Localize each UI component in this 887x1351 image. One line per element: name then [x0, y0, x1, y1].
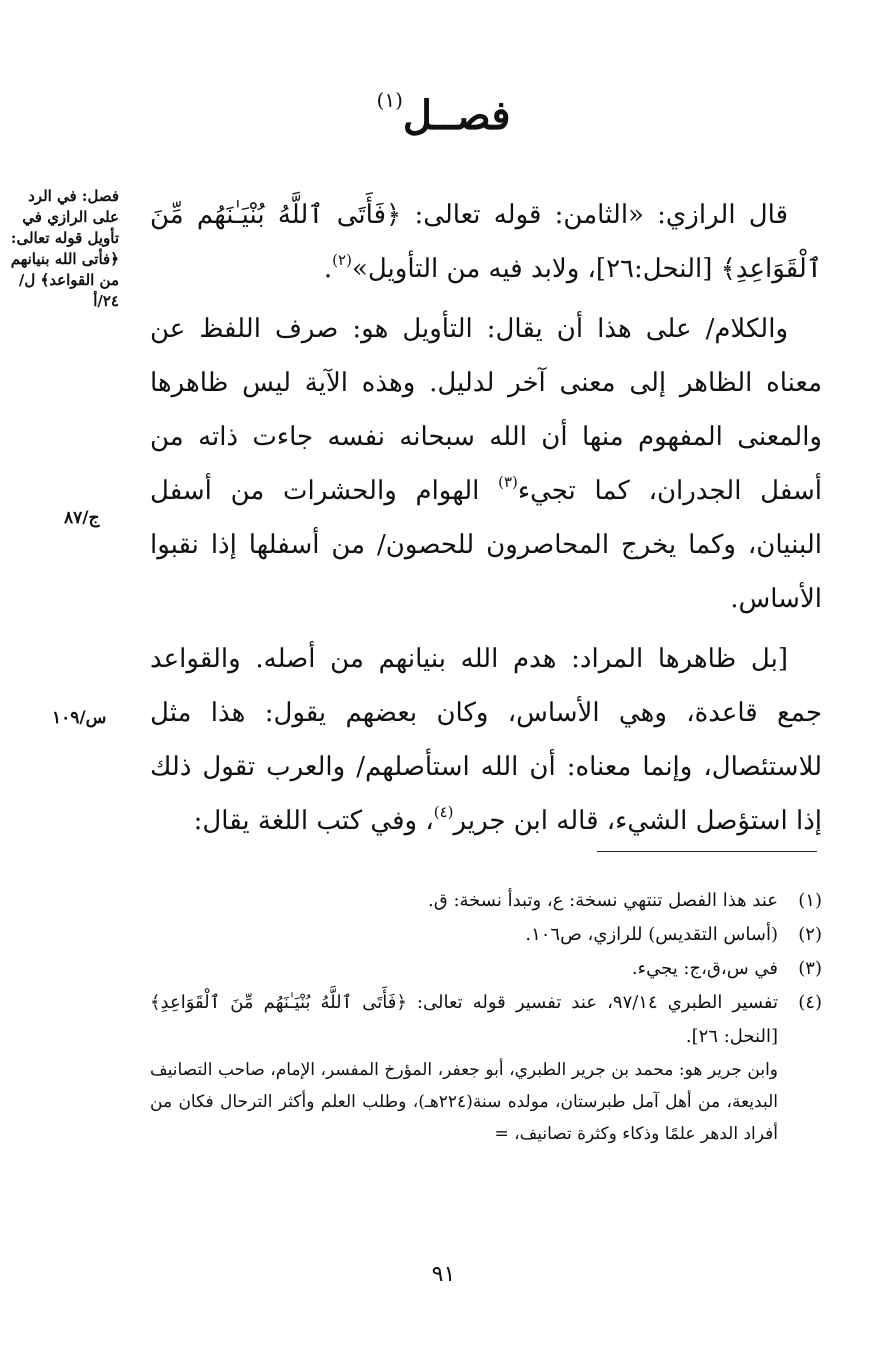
- footnote-separator: [597, 851, 817, 852]
- footnote-marker-3[interactable]: (٣): [498, 473, 518, 491]
- paragraph-2: [150, 302, 822, 626]
- margin-manuscript-ref-sin: س/١٠٩: [52, 708, 107, 728]
- footnote-number: (٢): [798, 924, 822, 945]
- section-heading: [0, 70, 887, 146]
- main-text: [150, 188, 822, 854]
- footnote-continuation: وابن جرير هو: محمد بن جرير الطبري، أبو جعفر، المؤرخ المفسر، الإمام، صاحب التصانيف البديعة، من أهل آمل طبرستان، مولده سنة(٢٢٤هـ)، وطلب العلم وأكثر الترحال فكان من أفراد الدهر علمًا وذكاء وكثرة تصانيف، =: [150, 1060, 778, 1144]
- footnote-number: (٣): [798, 958, 822, 979]
- paragraph-1-end: .: [323, 254, 333, 284]
- footnote-item: [150, 884, 822, 918]
- paragraph-3: [150, 632, 822, 848]
- paragraph-3-text-a: [بل ظاهرها المراد: هدم الله بنيانهم من أصله. والقواعد جمع قاعدة، وهي الأساس، وكان بعضهم يقول: هذا مثل للاستئصال، وإنما معناه: أن الله استأصلهم/ والعرب تقول ذلك إذا استؤصل الشيء، قاله ابن جرير: [150, 644, 822, 836]
- footnote-text: تفسير الطبري ٩٧/١٤، عند تفسير قوله تعالى: ﴿فَأَتَى ٱللَّهُ بُنْيَـٰنَهُم مِّنَ ٱلْقَوَاعِدِ﴾ [النحل: ٢٦].: [150, 992, 779, 1047]
- footnote-number: (٤): [798, 992, 822, 1013]
- page-number: ٩١: [431, 1262, 456, 1287]
- footnote-item: [150, 952, 822, 986]
- footnote-marker-4[interactable]: (٤): [433, 803, 454, 821]
- footnote-text: عند هذا الفصل تنتهي نسخة: ع، وتبدأ نسخة: ق.: [428, 890, 778, 911]
- section-title: فصــل: [402, 92, 511, 139]
- margin-section-title: فصل: في الرد على الرازي في تأويل قوله تعالى: ﴿فأتى الله بنيانهم من القواعد﴾ ل/٢٤/أ: [10, 187, 119, 310]
- heading-footnote-marker[interactable]: (١): [376, 88, 403, 112]
- footnote-item: [150, 986, 822, 1054]
- footnotes: [150, 884, 822, 1150]
- paragraph-1: [150, 188, 822, 296]
- footnote-marker-2[interactable]: (٢): [332, 251, 352, 269]
- footnote-text: (أساس التقديس) للرازي، ص١٠٦.: [525, 924, 778, 945]
- paragraph-1-text: قال الرازي: «الثامن: قوله تعالى: ﴿فَأَتَى ٱللَّهُ بُنْيَـٰنَهُم مِّنَ ٱلْقَوَاعِدِ﴾ [النحل:٢٦]، ولابد فيه من التأويل»: [150, 200, 822, 284]
- footnote-text: في س،ق،ج: يجيء.: [631, 958, 778, 979]
- footnote-number: (١): [798, 890, 822, 911]
- footnote-item: [150, 918, 822, 952]
- paragraph-3-text-b: ، وفي كتب اللغة يقال:: [193, 806, 434, 836]
- margin-manuscript-ref-jim: ج/٨٧: [64, 508, 100, 528]
- paragraph-2-text-a: والكلام/ على هذا أن يقال: التأويل هو: صرف اللفظ عن معناه الظاهر إلى معنى آخر لدليل. وهذه الآية ليس ظاهرها والمعنى المفهوم منها أن الله سبحانه نفسه جاءت ذاته من أسفل الجدران، كما تجيء: [150, 314, 822, 506]
- paragraph-2-text-b: الهوام والحشرات من أسفل البنيان، وكما يخرج المحاصرون للحصون/ من أسفلها إذا نقبوا الأساس.: [150, 476, 822, 614]
